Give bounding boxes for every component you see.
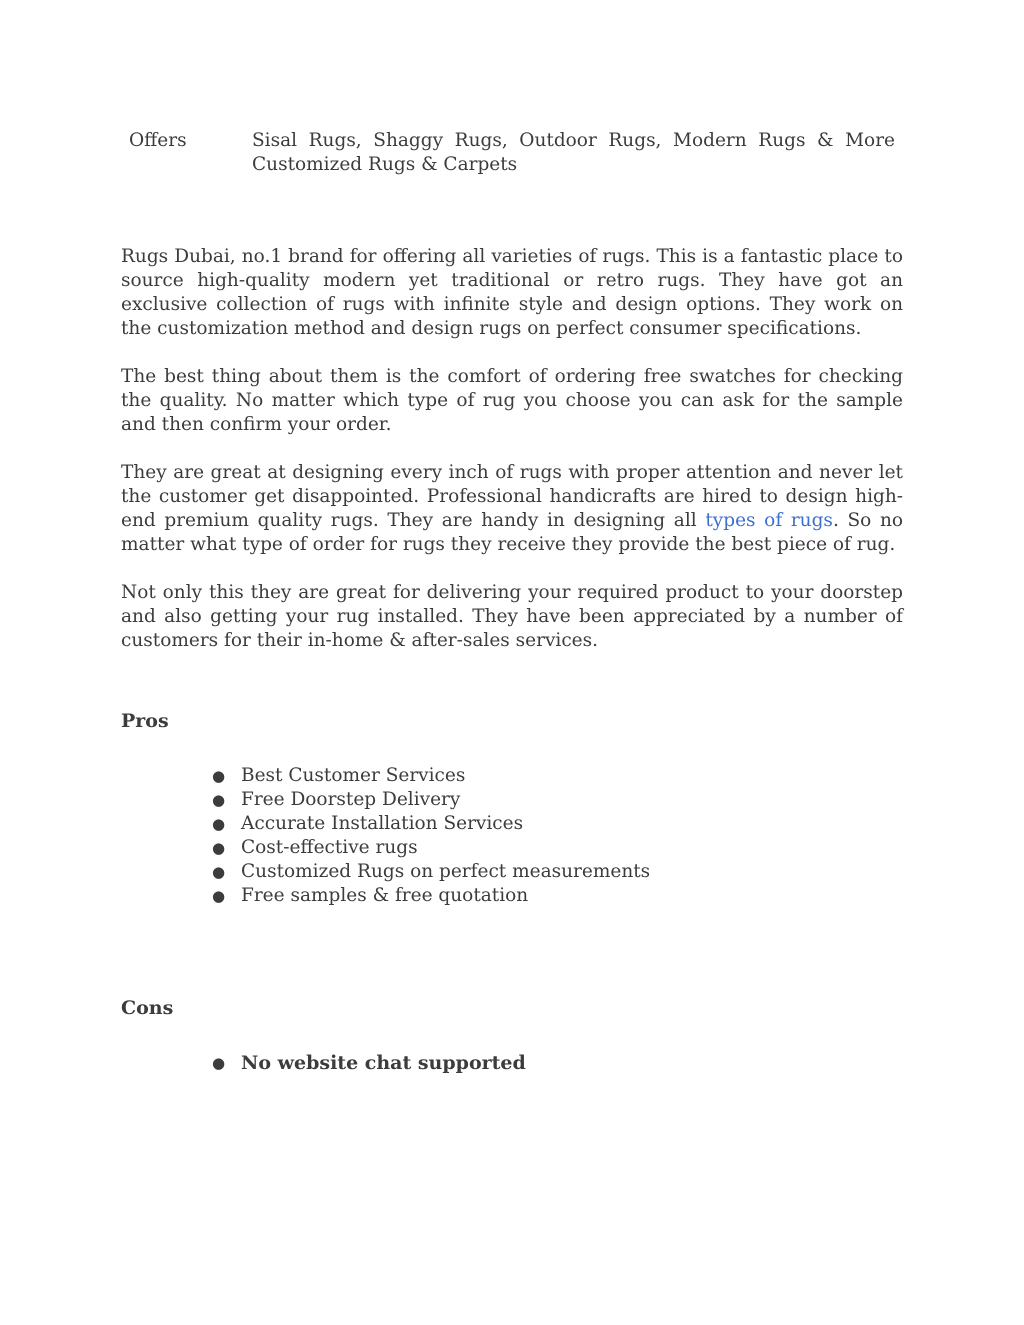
list-item — [212, 1051, 526, 1075]
list-item — [212, 836, 650, 860]
offers-value: Sisal Rugs, Shaggy Rugs, Outdoor Rugs, Modern Rugs & More Customized Rugs & Carpets — [252, 130, 895, 175]
offers-label: Offers — [129, 130, 187, 151]
description-body — [121, 245, 903, 677]
paragraph-design — [121, 461, 903, 557]
bullet-icon: ● — [212, 1054, 226, 1072]
bullet-icon: ● — [212, 791, 226, 809]
pros-list — [212, 764, 650, 908]
cons-heading: Cons — [121, 997, 174, 1019]
paragraph-intro: Rugs Dubai, no.1 brand for offering all varieties of rugs. This is a fantastic place to source high-quality modern yet traditional or retro rugs. They have got an exclusive collection of rugs with infinite style and design options. They work on the customization method and design rugs on perfect consumer specifications. — [121, 246, 903, 339]
paragraph-swatches: The best thing about them is the comfort of ordering free swatches for checking the quality. No matter which type of rug you choose you can ask for the sample and then confirm your order. — [121, 366, 903, 435]
bullet-icon: ● — [212, 767, 226, 785]
pros-heading: Pros — [121, 710, 169, 732]
list-item-text: Best Customer Services — [241, 765, 466, 786]
list-item-text: Accurate Installation Services — [241, 813, 524, 834]
list-item-text: Free Doorstep Delivery — [241, 789, 461, 810]
list-item — [212, 884, 650, 908]
bullet-icon: ● — [212, 863, 226, 881]
paragraph-design-before-link: They are great at designing every inch of rugs with proper attention and never let the customer get disappointed. Professional handicrafts are hired to design high-end premium quality rugs. They are handy in designing all — [121, 462, 903, 531]
list-item-text: Free samples & free quotation — [241, 885, 529, 906]
list-item — [212, 788, 650, 812]
list-item-text: No website chat supported — [241, 1052, 526, 1074]
list-item — [212, 812, 650, 836]
cons-list — [212, 1051, 526, 1075]
types-of-rugs-link[interactable]: types of rugs — [705, 510, 833, 531]
bullet-icon: ● — [212, 887, 226, 905]
list-item-text: Customized Rugs on perfect measurements — [241, 861, 651, 882]
offers-row — [129, 129, 895, 177]
paragraph-delivery: Not only this they are great for delivering your required product to your doorstep and also getting your rug installed. They have been appreciated by a number of customers for their in-home & after-sales services. — [121, 582, 903, 651]
paragraph-design-after-link: . So no matter what type of order for rugs they receive they provide the best piece of rug. — [121, 510, 904, 555]
list-item-text: Cost-effective rugs — [241, 837, 418, 858]
bullet-icon: ● — [212, 815, 226, 833]
list-item — [212, 764, 650, 788]
bullet-icon: ● — [212, 839, 226, 857]
list-item — [212, 860, 650, 884]
